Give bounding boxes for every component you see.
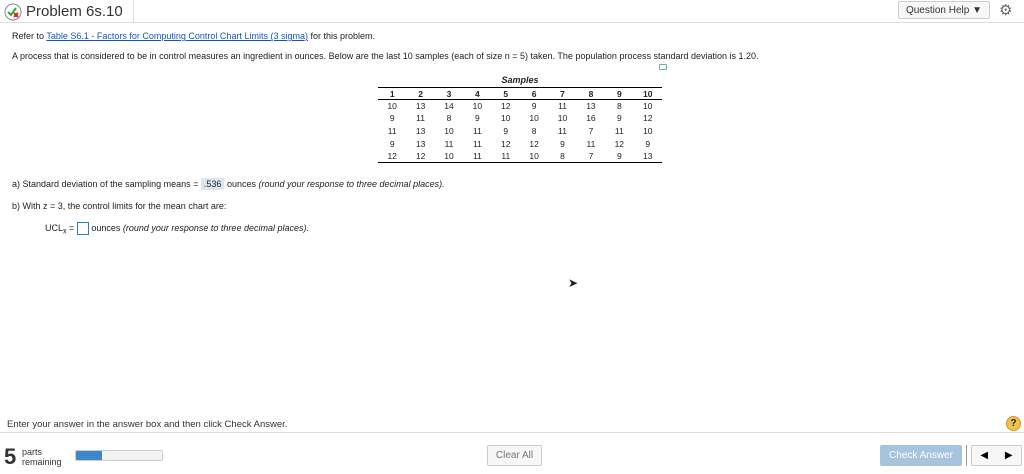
title-wrap bbox=[0, 0, 134, 23]
parts-label-2: remaining bbox=[22, 457, 62, 467]
table-cell: 9 bbox=[616, 113, 622, 124]
table-cell: 10 bbox=[472, 101, 483, 112]
table-link[interactable]: Table S6.1 - Factors for Computing Control Chart Limits (3 sigma) bbox=[46, 31, 308, 41]
part-a-label: a) Standard deviation of the sampling means = bbox=[12, 179, 199, 189]
column-header: 10 bbox=[634, 88, 662, 100]
table-cell: 11 bbox=[472, 125, 482, 136]
partial-credit-icon bbox=[4, 3, 22, 21]
table-cell: 9 bbox=[475, 113, 480, 124]
progress-bar bbox=[75, 450, 163, 461]
table-cell: 10 bbox=[435, 150, 463, 163]
ucl-sub: x̄ bbox=[63, 228, 67, 236]
table-cell: 10 bbox=[643, 125, 653, 136]
table-cell: 10 bbox=[501, 113, 511, 124]
mouse-cursor-icon: ➤ bbox=[568, 276, 579, 290]
column-header: 6 bbox=[520, 88, 548, 100]
table-cell: 12 bbox=[529, 138, 539, 149]
column-header: 3 bbox=[435, 88, 463, 100]
nav-buttons bbox=[971, 445, 1022, 466]
progress-fill bbox=[76, 451, 102, 460]
parts-label-1: parts bbox=[22, 447, 43, 457]
intro-text bbox=[12, 31, 375, 41]
table-cell: 7 bbox=[588, 125, 594, 136]
table-cell: 12 bbox=[614, 138, 625, 149]
table-cell: 12 bbox=[501, 138, 511, 149]
ucl-hint: (round your response to three decimal places). bbox=[122, 222, 309, 233]
table-cell: 10 bbox=[643, 101, 653, 112]
column-header: 2 bbox=[406, 88, 434, 100]
parts-count: 5 bbox=[4, 444, 17, 469]
table-cell: 11 bbox=[614, 125, 624, 136]
table-cell: 11 bbox=[586, 138, 596, 149]
column-header: 9 bbox=[605, 88, 633, 100]
divider bbox=[966, 445, 967, 466]
part-a-answer[interactable]: .536 bbox=[201, 178, 225, 190]
table-cell: 12 bbox=[378, 150, 406, 163]
intro-prefix: Refer to bbox=[12, 31, 47, 41]
title-bar bbox=[0, 0, 1024, 23]
question-help-label: Question Help bbox=[905, 4, 970, 16]
part-a-hint: (round your response to three decimal places). bbox=[258, 179, 445, 189]
equals: = bbox=[69, 222, 75, 233]
part-a bbox=[12, 179, 445, 189]
table-cell: 11 bbox=[558, 101, 567, 112]
table-cell: 8 bbox=[548, 150, 576, 163]
instruction-text: Enter your answer in the answer box and then click Check Answer. bbox=[7, 419, 288, 430]
table-cell: 7 bbox=[577, 150, 605, 163]
table-cell: 11 bbox=[472, 138, 482, 149]
table-cell: 16 bbox=[586, 113, 596, 124]
table-row bbox=[378, 112, 662, 125]
table-row bbox=[378, 100, 662, 113]
column-header: 8 bbox=[577, 88, 605, 100]
part-a-unit: ounces bbox=[226, 179, 256, 189]
table-cell: 12 bbox=[643, 113, 653, 124]
gear-icon[interactable]: ⚙ bbox=[999, 2, 1013, 19]
part-b-label: b) With z = 3, the control limits for the mean chart are: bbox=[12, 201, 227, 211]
table-cell: 8 bbox=[616, 101, 622, 112]
column-header: 4 bbox=[463, 88, 491, 100]
table-cell: 11 bbox=[463, 150, 491, 163]
table-cell: 13 bbox=[415, 125, 426, 136]
table-cell: 9 bbox=[503, 125, 509, 136]
prev-arrow-icon[interactable]: ◀ bbox=[980, 450, 989, 461]
page-title: Problem 6s.10 bbox=[26, 3, 123, 20]
ucl-label: UCL bbox=[45, 222, 64, 233]
table-cell: 10 bbox=[387, 101, 397, 112]
table-cell: 11 bbox=[416, 113, 425, 124]
table-cell: 10 bbox=[520, 150, 548, 163]
table-row bbox=[378, 150, 662, 163]
table-caption: Samples bbox=[501, 75, 539, 85]
table-cell: 11 bbox=[492, 150, 520, 163]
copy-icon[interactable] bbox=[659, 64, 667, 70]
table-cell: 11 bbox=[387, 125, 397, 136]
table-cell: 14 bbox=[444, 101, 454, 112]
samples-table bbox=[378, 87, 662, 163]
table-cell: 13 bbox=[415, 138, 426, 149]
column-header: 7 bbox=[548, 88, 576, 100]
column-header: 1 bbox=[378, 88, 406, 100]
check-answer-button[interactable]: Check Answer bbox=[880, 445, 962, 466]
table-cell: 10 bbox=[444, 125, 454, 136]
table-cell: 10 bbox=[557, 113, 568, 124]
divider bbox=[0, 432, 1024, 433]
table-cell: 11 bbox=[558, 125, 567, 136]
table-cell: 13 bbox=[634, 150, 662, 163]
table-cell: 9 bbox=[389, 113, 395, 124]
table-row bbox=[378, 137, 662, 150]
help-icon[interactable]: ? bbox=[1006, 416, 1021, 431]
ucl-row bbox=[45, 222, 309, 236]
table-cell: 12 bbox=[406, 150, 434, 163]
clear-all-button[interactable]: Clear All bbox=[487, 445, 542, 466]
caret-down-icon: ▼ bbox=[972, 4, 983, 16]
column-header: 5 bbox=[492, 88, 520, 100]
table-cell: 12 bbox=[501, 101, 511, 112]
table-cell: 13 bbox=[586, 101, 596, 112]
table-cell: 8 bbox=[446, 113, 452, 124]
table-cell: 9 bbox=[605, 150, 633, 163]
intro-suffix: for this problem. bbox=[307, 31, 375, 41]
table-cell: 8 bbox=[531, 125, 537, 136]
problem-text: A process that is considered to be in control measures an ingredient in ounces. Below are the last 10 samples (each of size n = 5) taken. The population process standard deviation is 1.20. bbox=[12, 51, 759, 61]
table-cell: 9 bbox=[531, 101, 537, 112]
table-cell: 9 bbox=[560, 138, 565, 149]
ucl-input[interactable] bbox=[77, 222, 89, 235]
table-cell: 13 bbox=[415, 101, 426, 112]
table-row bbox=[378, 125, 662, 138]
question-help-button[interactable] bbox=[898, 1, 990, 19]
table-cell: 10 bbox=[529, 113, 539, 124]
parts-label bbox=[22, 447, 62, 467]
table-cell: 9 bbox=[645, 138, 651, 149]
table-cell: 11 bbox=[444, 138, 454, 149]
table-cell: 9 bbox=[389, 138, 395, 149]
next-arrow-icon[interactable]: ▶ bbox=[1004, 450, 1013, 461]
ucl-unit: ounces bbox=[91, 222, 121, 233]
